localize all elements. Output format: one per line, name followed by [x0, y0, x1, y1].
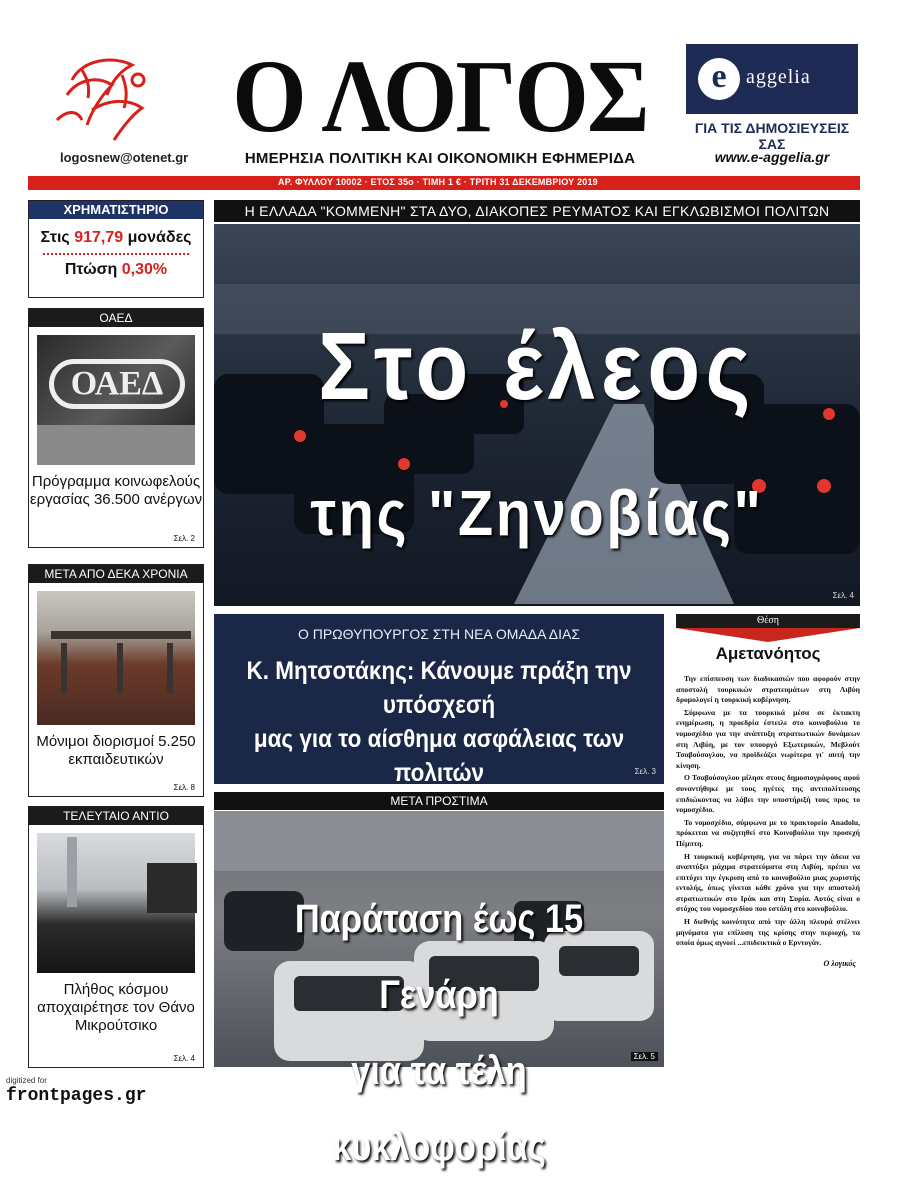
opinion-paragraph: Το νομοσχέδιο, σύμφωνα με το πρακτορείο Anadolu, πρόκειται να συζητηθεί στο Κοινοβούλιο την προσεχή Πέμπτη. [676, 817, 860, 848]
third-story-strapline: ΜΕΤΑ ΠΡΟΣΤΙΜΑ [214, 792, 664, 810]
side-story-teachers[interactable] [28, 564, 204, 797]
digitized-credit-label: digitized for [6, 1076, 47, 1085]
stock-exchange-box[interactable] [28, 200, 204, 298]
side-story-oaed[interactable] [28, 308, 204, 548]
page-reference: Σελ. 8 [173, 783, 195, 792]
page-reference: Σελ. 4 [173, 1054, 195, 1063]
side-story-heading: ΤΕΛΕΥΤΑΙΟ ΑΝΤΙΟ [29, 807, 203, 825]
stock-exchange-heading: ΧΡΗΜΑΤΙΣΤΗΡΙΟ [29, 201, 203, 219]
second-story-kicker: Ο ΠΡΩΘΥΠΟΥΡΓΟΣ ΣΤΗ ΝΕΑ ΟΜΑΔΑ ΔΙΑΣ [297, 626, 581, 642]
side-story-heading: ΜΕΤΑ ΑΠΟ ΔΕΚΑ ΧΡΟΝΙΑ [29, 565, 203, 583]
eaggelia-logo-icon: e [698, 58, 740, 100]
page-reference: Σελ. 5 [631, 1052, 658, 1061]
eaggelia-tagline: ΓΙΑ ΤΙΣ ΔΗΜΟΣΙΕΥΣΕΙΣ ΣΑΣ [694, 120, 850, 152]
second-headline-line-1: Κ. Μητσοτάκης: Κάνουμε πράξη την υπόσχεσή [246, 657, 632, 719]
side-story-photo [37, 335, 195, 465]
page-reference: Σελ. 2 [173, 534, 195, 543]
opinion-body [676, 674, 860, 949]
issue-line: ΑΡ. ΦΥΛΛΟΥ 10002 · ΕΤΟΣ 35ο · ΤΙΜΗ 1 € · ΤΡΙΤΗ 31 ΔΕΚΕΜΒΡΙΟΥ 2019 [278, 177, 598, 187]
masthead: Ο ΛΟΓΟΣ [232, 39, 648, 154]
second-story-headline [237, 654, 642, 790]
divider [43, 253, 189, 255]
issue-bar [28, 176, 860, 190]
second-story[interactable] [214, 614, 664, 787]
opinion-title: Αμετανόητος [715, 644, 821, 663]
third-story[interactable] [214, 811, 664, 1169]
eaggelia-ad[interactable] [686, 44, 858, 114]
page-reference: Σελ. 3 [634, 767, 656, 776]
side-story-photo [37, 833, 195, 973]
stock-index-line: Στις 917,79 μονάδες [40, 229, 192, 246]
oaed-sign-text: ΟΑΕΔ [49, 359, 185, 409]
lead-headline-line-1: Στο έλεος [318, 313, 756, 420]
masthead-subtitle: ΗΜΕΡΗΣΙΑ ΠΟΛΙΤΙΚΗ ΚΑΙ ΟΙΚΟΝΟΜΙΚΗ ΕΦΗΜΕΡΙΔΑ [244, 150, 636, 167]
opinion-paragraph: Η τουρκική κυβέρνηση, για να πάρει την άδεια να αναπτύξει μάχιμα στρατεύματα στη Λιβύη, πρέπει να επιτύχει την έγκριση από το κοινοβούλιο μιας χωριστής εντολής, όπως γίνεται κάθε χρόνο για την αποστολή στρατιωτικών στο Ιράκ και στη Συρία. Αυτός είναι ο στόχος του νομοσχεδίου που εστάλη στο κοινοβούλιο. [676, 851, 860, 914]
side-story-heading: ΟΑΕΔ [29, 309, 203, 327]
opinion-signature: Ο λογικός [823, 958, 856, 968]
lead-strapline: Η ΕΛΛΑΔΑ "ΚΟΜΜΕΝΗ" ΣΤΑ ΔΥΟ, ΔΙΑΚΟΠΕΣ ΡΕΥΜΑΤΟΣ ΚΑΙ ΕΓΚΛΩΒΙΣΜΟΙ ΠΟΛΙΤΩΝ [214, 200, 860, 222]
opinion-paragraph: Ο Τσαβούσογλου μίλησε στους δημοσιογράφους αφού συναντήθηκε με τους ηγέτες της αντιπολίτευσης επιδιώκοντας να λάβει την υποστήριξή τους προς το νομοσχέδιο. [676, 773, 860, 815]
third-headline-line-2: για τα τέλη κυκλοφορίας [332, 1049, 546, 1169]
side-story-caption: Μόνιμοι διορισμοί 5.250 εκπαιδευτικών [36, 733, 196, 768]
opinion-column[interactable] [676, 614, 860, 968]
third-story-headline [246, 881, 633, 1185]
opinion-paragraph: Σύμφωνα με τα τουρκικά μέσα σε έκτακτη ενημέρωση, η προεδρία έστειλε στο κοινοβούλιο το νομοσχέδιο για την ανάπτυξη στρατιωτικών δυνάμεων στη Λιβύη, με τον υπουργό Εξωτερικών, Μεβλούτ Τσαβούσογλου, να προϊδεάζει νωρίτερα γι' αυτή την κίνηση. [676, 707, 860, 770]
lead-story[interactable] [214, 224, 860, 606]
opinion-wedge-decoration [676, 628, 860, 642]
stock-index-value: 917,79 [74, 229, 124, 246]
side-story-farewell[interactable] [28, 806, 204, 1068]
newspaper-emblem [52, 50, 162, 145]
side-story-photo [37, 591, 195, 725]
eaggelia-website[interactable]: www.e-aggelia.gr [714, 149, 830, 165]
stock-change-line: Πτώση 0,30% [64, 261, 168, 278]
eaggelia-logo-word: aggelia [746, 66, 811, 88]
stock-change-value: 0,30% [121, 261, 168, 278]
opinion-paragraph: Η διεθνής κοινότητα από την άλλη πλευρά στέλνει μηνύματα για επίλυση της κρίσης στην περιοχή, τα οποία όμως αγνοεί ...επιδεικτικά ο Ερντογάν. [676, 917, 860, 948]
side-story-caption: Πλήθος κόσμου αποχαιρέτησε τον Θάνο Μικρούτσικο [37, 981, 195, 1034]
opinion-label: Θέση [676, 614, 860, 628]
opinion-paragraph: Την επίσπευση των διαδικασιών που αφορούν στην αποστολή τουρκικών στρατευμάτων στη Λιβύη δρομολογεί η τουρκική κυβέρνηση. [676, 674, 860, 705]
side-story-caption: Πρόγραμμα κοινωφελούς εργασίας 36.500 ανέργων [29, 473, 203, 508]
digitized-credit-site[interactable]: frontpages.gr [6, 1086, 147, 1106]
page-reference: Σελ. 4 [832, 591, 854, 600]
second-headline-line-2: μας για το αίσθημα ασφάλειας των πολιτών [253, 725, 625, 787]
third-headline-line-1: Παράταση έως 15 Γενάρη [294, 897, 584, 1017]
contact-email[interactable]: logosnew@otenet.gr [60, 150, 189, 165]
lead-headline-line-2: της "Ζηνοβίας" [310, 477, 764, 549]
